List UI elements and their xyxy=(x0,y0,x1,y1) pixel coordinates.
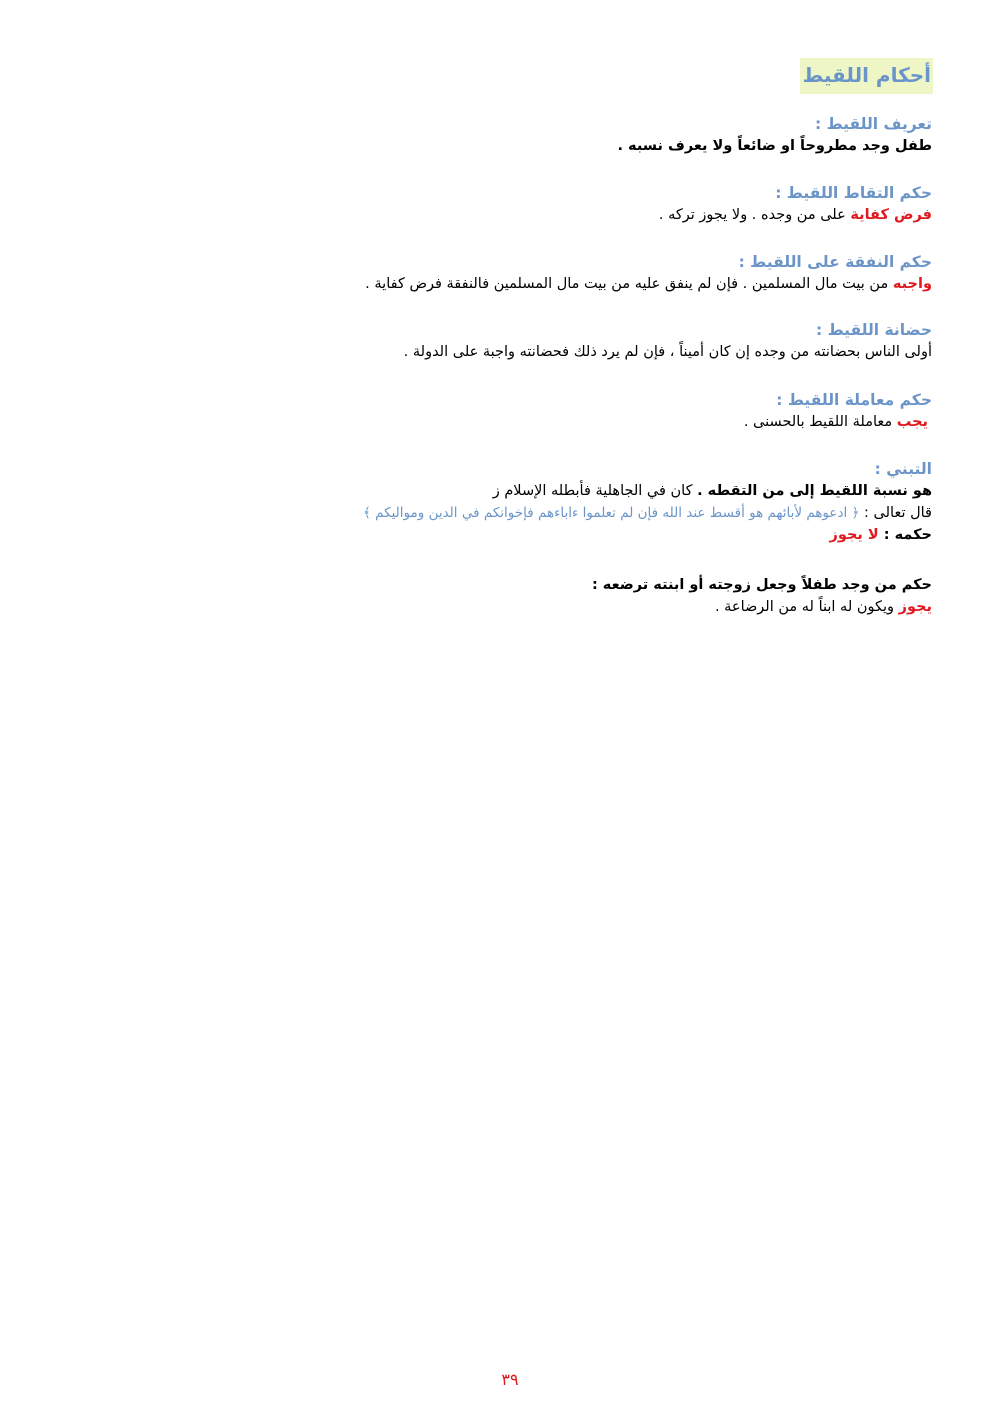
expense-line xyxy=(152,273,932,295)
adoption-definition-bold: هو نسبة اللقيط إلى من التقطه . xyxy=(697,483,932,499)
treatment-text: معاملة اللقيط بالحسنى . xyxy=(743,414,897,430)
custody-heading: حضانة اللقيط : xyxy=(815,321,932,339)
adoption-heading: التبني : xyxy=(874,460,932,478)
nursing-heading: حكم من وجد طفلاً وجعل زوجته أو ابنته ترضعه : xyxy=(591,577,932,593)
picking-up-line xyxy=(232,204,932,226)
nursing-keyword: يجوز xyxy=(898,599,932,615)
page-title: أحكام اللقيط xyxy=(800,58,933,94)
adoption-ruling-line xyxy=(132,524,932,546)
section-definition xyxy=(232,113,932,157)
section-picking-up-ruling xyxy=(232,182,932,226)
page-number: ٣٩ xyxy=(501,1370,519,1389)
treatment-keyword: يجب xyxy=(896,414,928,430)
adoption-ruling-label: حكمه : xyxy=(878,527,932,543)
section-expense-ruling xyxy=(152,251,932,295)
adoption-quote-line xyxy=(132,502,932,524)
expense-heading: حكم النفقة على اللقيط : xyxy=(738,253,932,271)
section-treatment-ruling xyxy=(232,389,932,433)
adoption-definition-line xyxy=(132,480,932,502)
adoption-quote-prefix: قال تعالى : xyxy=(859,505,932,521)
section-nursing-ruling xyxy=(232,574,932,618)
definition-text: طفل وجد مطروحاً او ضائعاً ولا يعرف نسبه . xyxy=(617,138,932,154)
section-adoption xyxy=(132,458,932,546)
adoption-ruling-value: لا يجوز xyxy=(829,527,879,543)
custody-text: أولى الناس بحضانته من وجده إن كان أميناً ، فإن لم يرد ذلك فحضانته واجبة على الدولة . xyxy=(403,344,932,360)
picking-up-heading: حكم التقاط اللقيط : xyxy=(775,184,932,202)
section-custody xyxy=(152,319,932,363)
definition-heading: تعريف اللقيط : xyxy=(814,115,932,133)
treatment-heading: حكم معاملة اللقيط : xyxy=(776,391,932,409)
nursing-line xyxy=(232,596,932,618)
treatment-line xyxy=(232,411,932,433)
expense-keyword: واجبه xyxy=(892,276,932,292)
picking-up-text: على من وجده . ولا يجوز تركه . xyxy=(658,207,851,223)
adoption-quote: ﴿ ادعوهم لأبائهم هو أقسط عند الله فإن لم تعلموا ءاباءهم فإخوانكم في الدين ومواليكم ﴾ xyxy=(362,505,860,521)
adoption-definition-text: كان في الجاهلية فأبطله الإسلام ز xyxy=(492,483,698,499)
expense-text: من بيت مال المسلمين . فإن لم ينفق عليه من بيت مال المسلمين فالنفقة فرض كفاية . xyxy=(365,276,893,292)
nursing-text: ويكون له ابناً له من الرضاعة . xyxy=(714,599,899,615)
picking-up-keyword: فرض كفاية xyxy=(850,207,932,223)
